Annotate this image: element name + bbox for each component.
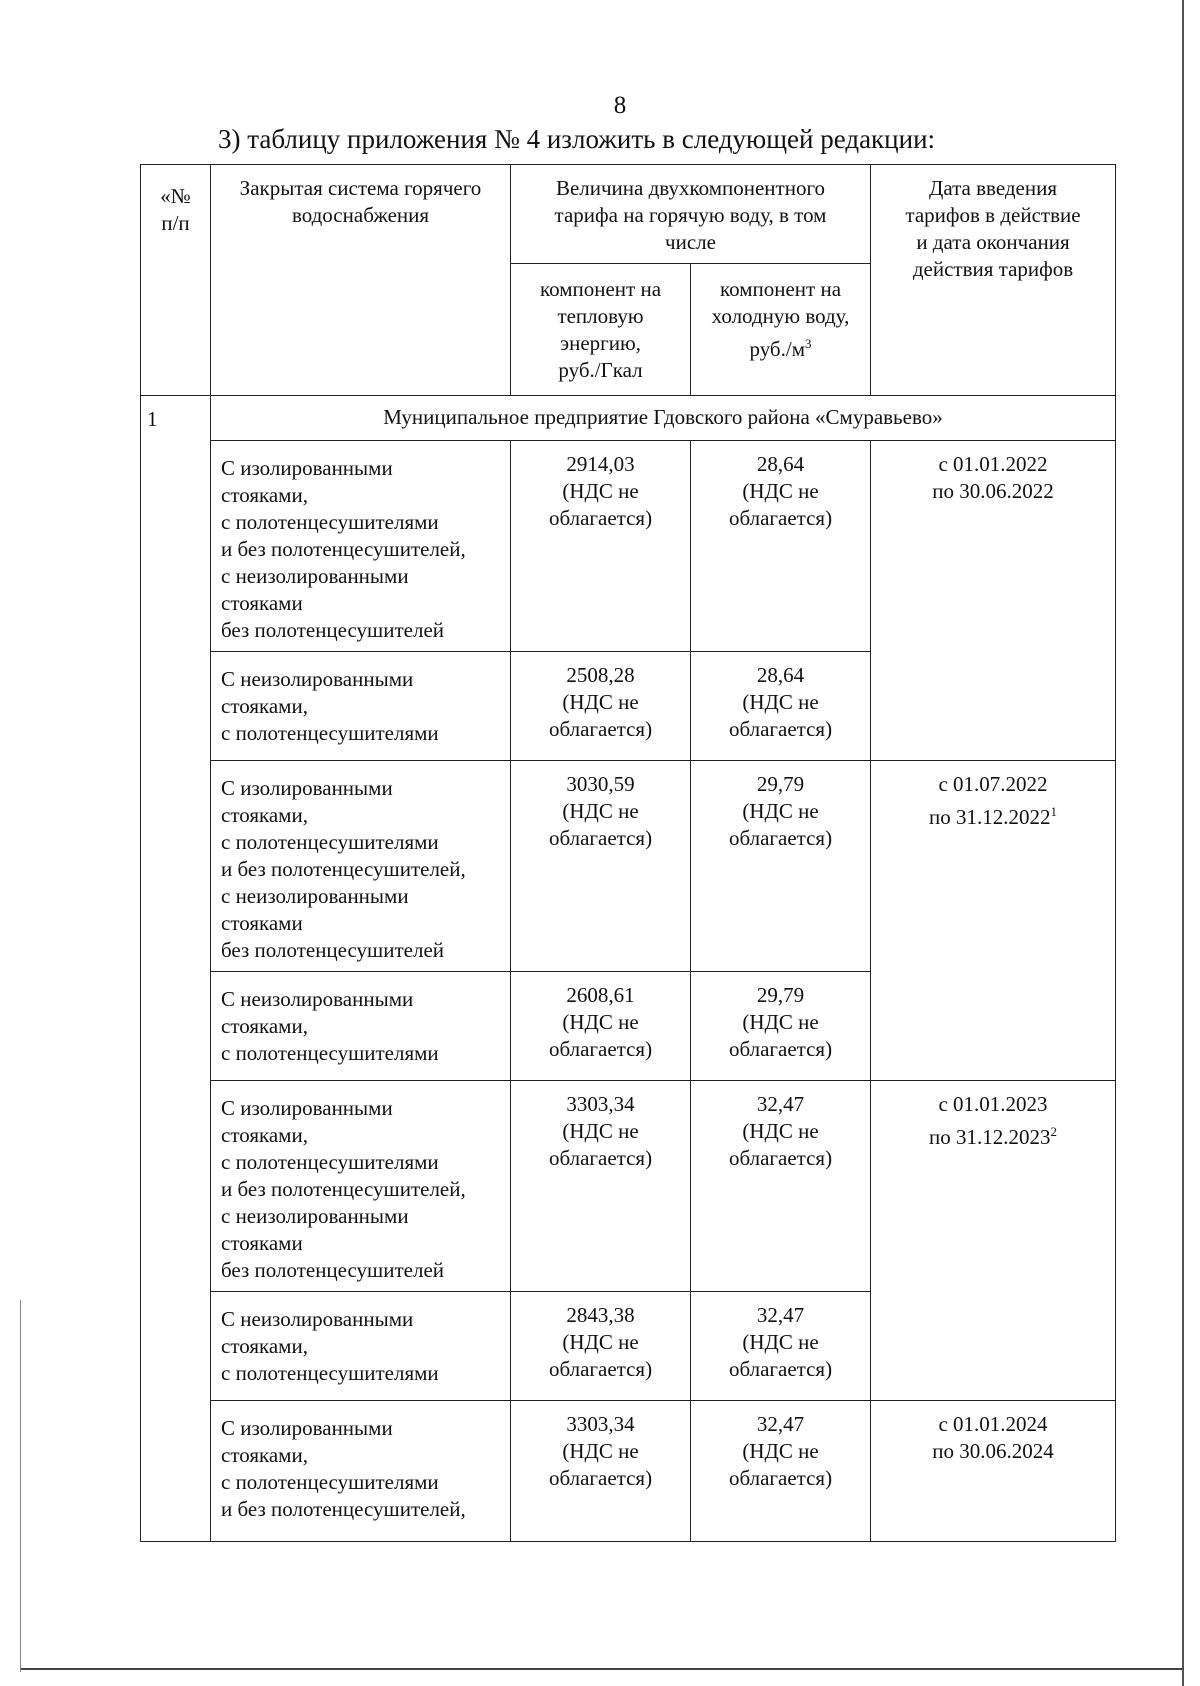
header-tariff: Величина двухкомпонентного тарифа на горячую воду, в том числе [511,165,871,264]
heat-component-value: 2508,28 (НДС не облагается) [511,652,691,761]
page-number: 8 [613,92,627,119]
org-name: Муниципальное предприятие Гдовского района «Смуравьево» [211,396,1116,441]
header-num: «№ п/п [141,165,211,396]
cold-component-value: 32,47 (НДС не облагается) [691,1292,871,1401]
system-description: С неизолированными стояками, с полотенцесушителями [211,1292,511,1401]
system-description: С изолированными стояками, с полотенцесушителями и без полотенцесушителей, с неизолированными стояками без полотенцесушителей [211,761,511,972]
org-row [141,396,1116,441]
header-cold: компонент на холодную воду, $руб./м^3$ [691,264,871,396]
scan-border-bottom [20,1668,1184,1670]
heat-component-value: 3303,34 (НДС не облагается) [511,1401,691,1542]
tariff-row [141,1081,1116,1292]
tariff-row [141,441,1116,652]
system-description: С изолированными стояками, с полотенцесушителями и без полотенцесушителей, с неизолированными стояками без полотенцесушителей [211,1081,511,1292]
scan-border-left [20,1300,21,1672]
heat-component-value: 3030,59 (НДС не облагается) [511,761,691,972]
system-description: С изолированными стояками, с полотенцесушителями и без полотенцесушителей, [211,1401,511,1542]
footnote-mark: 1 [1050,804,1057,819]
cold-component-value: 32,47 (НДС не облагается) [691,1081,871,1292]
cold-component-value: 29,79 (НДС не облагается) [691,761,871,972]
cold-component-value: 29,79 (НДС не облагается) [691,972,871,1081]
tariff-row [141,761,1116,972]
tariff-row [141,1401,1116,1542]
period-dates: с 01.01.2024 по 30.06.2024 [871,1401,1116,1542]
intro-text: 3) таблицу приложения № 4 изложить в следующей редакции: [218,124,936,154]
cold-component-value: 28,64 (НДС не облагается) [691,441,871,652]
header-system: Закрытая система горячего водоснабжения [211,165,511,396]
system-description: С изолированными стояками, с полотенцесушителями и без полотенцесушителей, с неизолированными стояками без полотенцесушителей [211,441,511,652]
header-heat: компонент на тепловую энергию, руб./Гкал [511,264,691,396]
tariff-table [140,164,1116,1542]
org-number: 1 [141,396,211,1542]
footnote-mark: 2 [1050,1124,1057,1139]
cold-component-value: 32,47 (НДС не облагается) [691,1401,871,1542]
period-dates: с 01.07.2022 по 31.12.2022$^1$ [871,761,1116,1081]
period-dates: с 01.01.2022 по 30.06.2022 [871,441,1116,761]
period-dates: с 01.01.2023 по 31.12.2023$^2$ [871,1081,1116,1401]
header-row-1 [141,165,1116,264]
system-description: С неизолированными стояками, с полотенцесушителями [211,652,511,761]
heat-component-value: 2608,61 (НДС не облагается) [511,972,691,1081]
header-dates: Дата введения тарифов в действие и дата окончания действия тарифов [871,165,1116,396]
heat-component-value: 2914,03 (НДС не облагается) [511,441,691,652]
cold-component-value: 28,64 (НДС не облагается) [691,652,871,761]
heat-component-value: 3303,34 (НДС не облагается) [511,1081,691,1292]
system-description: С неизолированными стояками, с полотенцесушителями [211,972,511,1081]
scan-border-right [1182,0,1184,1686]
heat-component-value: 2843,38 (НДС не облагается) [511,1292,691,1401]
